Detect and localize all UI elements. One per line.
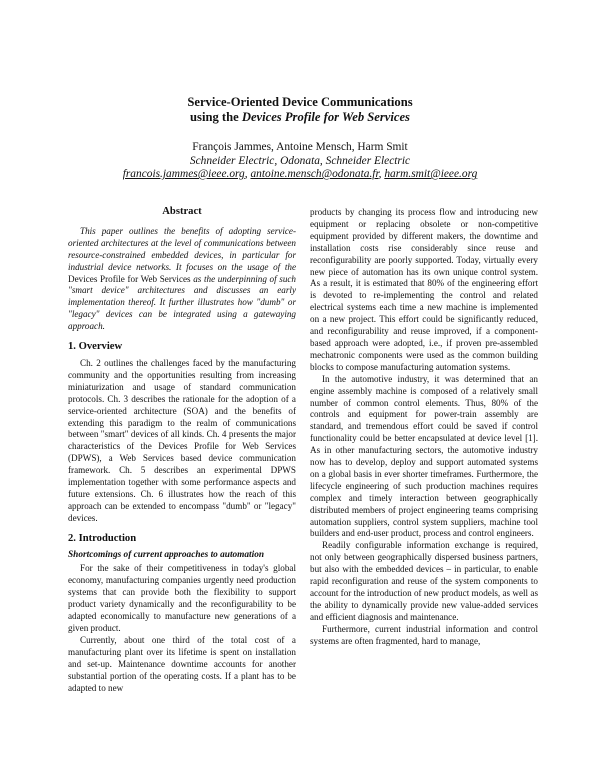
overview-paragraph: Ch. 2 outlines the challenges faced by the manufacturing community and the opportunities resulting from increasing miniaturization and usage of standard communication protocols. Ch. 3 describes the rationale for the adoption of a service-oriented architecture (SOA) and the benefits of extending this paradigm to the realm of communications between "smart" devices of all kinds. Ch. 4 presents the major characteristics of the Devices Profile for Web Services (DPWS), a Web Services based device communication framework. Ch. 5 describes an experimental DPWS implementation together with some performance aspects and future extensions. Ch. 6 illustrates how the reach of this approach can be extended to encompass "dumb" or "legacy" devices.: [68, 357, 296, 523]
paper-title-line2: [0, 110, 600, 125]
body-paragraph-3: Readily configurable information exchange is required, not only between geographically dispersed business partners, but also with the embedded devices – in particular, to enable rapid reconfiguration and reuse of the system components to account for the introduction of new product models, as well as the ability to dynamically provide new value-added services and efficient diagnosis and maintenance.: [310, 540, 538, 622]
paper-title-line1: Service-Oriented Device Communications: [187, 95, 413, 109]
title-prefix: using the: [190, 110, 242, 124]
abstract-text: [68, 226, 296, 333]
email-list: francois.jammes@ieee.org, antoine.mensch@odonata.fr, harm.smit@ieee.org: [122, 168, 478, 180]
affiliations: Schneider Electric, Odonata, Schneider Electric: [189, 155, 411, 167]
body-paragraph-1: products by changing its process flow and introducing new equipment or replacing obsolete or non-competitive equipment provided by different makers, the downtime and installation costs rise considerably since reuse and reconfigurability are poorly supported. Today, virtually every new piece of automation has its own unique control system. As a result, it is estimated that 80% of the engineering effort is devoted to re-implementing the control and related electrical systems each time a new machine is implemented on a new project. This effort could be significantly reduced, and reconfigurability and reuse improved, if a component-based approach were adopted, i.e., if proven pre-assembled mechatronic components were used as the common building blocks to compose manufacturing automation systems.: [310, 207, 538, 372]
abstract-text-a: This paper outlines the benefits of adopting service-oriented architectures at the level of communications between resource-constrained embedded devices, in particular for industrial device networks. It focuses on the usage of the: [68, 225, 296, 272]
introduction-subheading: Shortcomings of current approaches to automation: [68, 549, 265, 560]
abstract-text-b: Devices Profile for Web Services: [68, 273, 191, 284]
abstract-text-c: as the underpinning of such "smart device" architectures and discusses an early implementation thereof. It further illustrates how "dumb" or "legacy" devices can be integrated using a gatewaying approach.: [68, 273, 296, 332]
email-link-mensch[interactable]: antoine.mensch@odonata.fr: [250, 168, 379, 180]
introduction-paragraph-2: Currently, about one third of the total cost of a manufacturing plant over its lifetime is spent on installation and set-up. Maintenance downtime accounts for another substantial portion of the operating costs. If a plant has to be adapted to new: [68, 634, 296, 693]
author-list: François Jammes, Antoine Mensch, Harm Smit: [192, 141, 408, 153]
right-column: [310, 207, 538, 648]
overview-heading: 1. Overview: [68, 341, 123, 353]
introduction-heading: 2. Introduction: [68, 532, 137, 544]
body-paragraph-2: In the automotive industry, it was determined that an engine assembly machine is composed of a relatively small number of common control elements. Thus, 80% of the controls and equipment for power-train assembly are standard, and tremendous effort could be saved if control functionality could be better encapsulated at device level [1]. As in other manufacturing sectors, the automotive industry now has to develop, deploy and support automated systems on a global basis in ever shorter timeframes. Furthermore, the lifecycle engineering of such production machines requires complex and timely interaction between geographically distributed members of project engineering teams comprising automation suppliers, control system suppliers, machine tool builders and end-user product, process and control engineers.: [310, 373, 538, 539]
title-emphasis: Devices Profile for Web Services: [241, 110, 410, 124]
body-paragraph-4: Furthermore, current industrial information and control systems are often fragmented, hard to manage,: [310, 623, 538, 646]
left-column: [68, 206, 296, 694]
abstract-heading: Abstract: [162, 206, 202, 217]
introduction-paragraph-1: For the sake of their competitiveness in today's global economy, manufacturing companies urgently need production systems that can provide both the flexibility to support product variety dynamically and the reconfigurability to be adapted economically to manufacture new generations of a given product.: [68, 563, 296, 633]
email-link-jammes[interactable]: francois.jammes@ieee.org: [122, 168, 245, 180]
email-link-smit[interactable]: harm.smit@ieee.org: [384, 168, 478, 180]
